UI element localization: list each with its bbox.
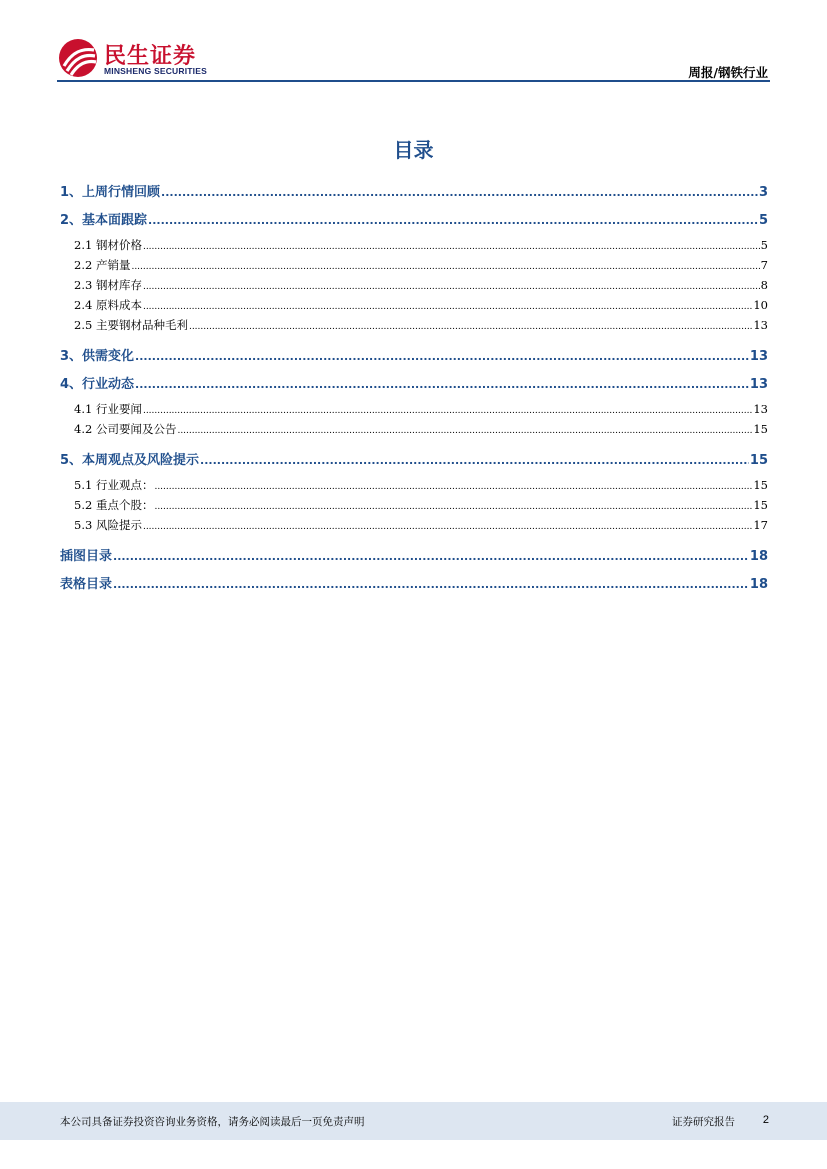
minsheng-logo-icon	[58, 38, 98, 78]
toc-entry[interactable]	[60, 449, 768, 468]
toc-leader-dots	[161, 186, 758, 199]
brand-logo	[58, 38, 218, 78]
toc-entry-label: 3、供需变化	[60, 349, 135, 364]
toc-leader-dots	[143, 242, 760, 252]
toc-leader-dots	[135, 350, 749, 363]
toc-entry-label: 4、行业动态	[60, 377, 135, 392]
toc-entry[interactable]	[60, 373, 768, 392]
toc-entry-label: 2.1 钢材价格	[74, 238, 142, 252]
toc-entry-label: 表格目录	[60, 577, 113, 592]
toc-entry-label: 2.3 钢材库存	[74, 278, 142, 292]
toc-entry[interactable]	[74, 317, 768, 333]
toc-leader-dots	[113, 550, 749, 563]
toc-entry-page: 15	[749, 453, 768, 468]
toc-entry-page: 18	[749, 577, 768, 592]
toc-entry[interactable]	[74, 237, 768, 253]
toc-entry-page: 18	[749, 549, 768, 564]
report-type: 周报/钢铁行业	[688, 65, 768, 80]
toc-leader-dots	[177, 426, 752, 436]
toc-entry-page: 15	[753, 498, 768, 512]
toc-entry-label: 5.3 风险提示	[74, 518, 142, 532]
logo-chinese-name: 民生证券	[104, 44, 197, 69]
logo-english-name: MINSHENG SECURITIES	[104, 66, 207, 76]
toc-leader-dots	[189, 322, 752, 332]
footer-disclaimer: 本公司具备证券投资咨询业务资格，请务必阅读最后一页免责声明	[60, 1116, 365, 1128]
toc-entry-page: 8	[760, 278, 768, 292]
toc-entry-label: 2.2 产销量	[74, 258, 131, 272]
toc-entry[interactable]	[60, 181, 768, 200]
toc-leader-dots	[143, 406, 752, 416]
toc-leader-dots	[113, 578, 749, 591]
toc-entry-page: 5	[758, 213, 768, 228]
toc-entry-page: 13	[753, 402, 768, 416]
toc-entry-label: 插图目录	[60, 549, 113, 564]
toc-leader-dots	[200, 454, 749, 467]
toc-entry-label: 5.2 重点个股：	[74, 498, 154, 512]
page-footer	[0, 1102, 827, 1140]
toc-entry[interactable]	[60, 345, 768, 364]
toc-leader-dots	[143, 302, 752, 312]
toc-entry[interactable]	[74, 517, 768, 533]
toc-entry-label: 4.2 公司要闻及公告	[74, 422, 177, 436]
toc-entry-label: 5、本周观点及风险提示	[60, 453, 200, 468]
toc-entry-page: 13	[753, 318, 768, 332]
toc-entry[interactable]	[74, 277, 768, 293]
toc-leader-dots	[131, 262, 759, 272]
toc-entry-label: 2.4 原料成本	[74, 298, 142, 312]
toc-entry[interactable]	[74, 477, 768, 493]
toc-leader-dots	[143, 522, 752, 532]
toc-leader-dots	[148, 214, 758, 227]
toc-entry-label: 5.1 行业观点：	[74, 478, 154, 492]
footer-doc-type: 证券研究报告	[672, 1116, 735, 1128]
header-divider	[57, 80, 770, 82]
toc-entry-page: 10	[753, 298, 768, 312]
toc-entry[interactable]	[60, 573, 768, 592]
toc-leader-dots	[154, 482, 752, 492]
toc-entry-page: 13	[749, 349, 768, 364]
toc-entry-label: 1、上周行情回顾	[60, 185, 161, 200]
toc-title: 目录	[393, 138, 434, 162]
toc-leader-dots	[154, 502, 752, 512]
toc-entry-page: 3	[758, 185, 768, 200]
toc-entry-page: 5	[760, 238, 768, 252]
toc-entry-page: 13	[749, 377, 768, 392]
toc-entry[interactable]	[74, 297, 768, 313]
toc-entry-page: 15	[753, 422, 768, 436]
toc-entry-page: 15	[753, 478, 768, 492]
toc-entry-page: 17	[753, 518, 768, 532]
toc-entry-label: 4.1 行业要闻	[74, 402, 142, 416]
toc-entry-page: 7	[760, 258, 768, 272]
toc-entry[interactable]	[74, 257, 768, 273]
toc-entry[interactable]	[60, 209, 768, 228]
toc-entry[interactable]	[74, 421, 768, 437]
toc-entry[interactable]	[60, 545, 768, 564]
toc-entry[interactable]	[74, 401, 768, 417]
toc-entry-label: 2、基本面跟踪	[60, 213, 148, 228]
toc-entry[interactable]	[74, 497, 768, 513]
toc-entry-label: 2.5 主要钢材品种毛利	[74, 318, 188, 332]
toc-leader-dots	[135, 378, 749, 391]
page-number: 2	[762, 1114, 769, 1126]
toc-leader-dots	[143, 282, 760, 292]
